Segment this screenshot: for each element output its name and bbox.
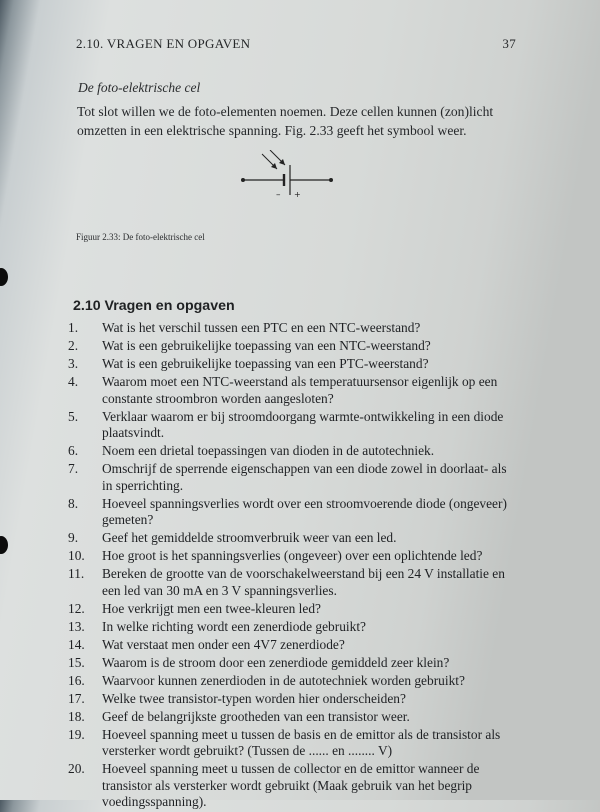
running-header	[76, 36, 516, 52]
question-item	[68, 409, 518, 442]
question-number: 4.	[68, 373, 79, 389]
photocell-symbol	[232, 150, 342, 200]
question-item	[68, 761, 518, 811]
question-text: Noem een drietal toepassingen van dioden in de autotechniek.	[102, 443, 435, 459]
question-item	[68, 530, 518, 547]
question-number: 20.	[68, 761, 85, 777]
questions-heading: 2.10 Vragen en opgaven	[73, 298, 235, 314]
question-text: Wat is een gebruikelijke toepassing van een PTC-weerstand?	[102, 355, 429, 371]
question-text: Bereken de grootte van de voorschakelweerstand bij een 24 V installatie en een led van 30 mA en 3 V spanningsverlies.	[102, 566, 505, 598]
question-item	[68, 496, 518, 529]
figure-caption: Figuur 2.33: De foto-elektrische cel	[76, 232, 205, 242]
question-text: Waarvoor kunnen zenerdioden in de autotechniek worden gebruikt?	[102, 672, 465, 688]
question-list	[68, 320, 518, 812]
subsection-title: De foto-elektrische cel	[78, 80, 201, 95]
question-item	[68, 338, 518, 355]
question-number: 9.	[68, 530, 79, 546]
question-number: 11.	[68, 566, 85, 582]
question-item	[68, 601, 518, 618]
question-number: 3.	[68, 355, 79, 371]
question-item	[68, 566, 518, 599]
question-item	[68, 356, 518, 373]
question-number: 2.	[68, 337, 79, 353]
question-text: Geef het gemiddelde stroomverbruik weer van een led.	[102, 530, 397, 546]
question-item	[68, 461, 518, 494]
question-text: Hoeveel spanning meet u tussen de collector en de emittor wanneer de transistor als versterker wordt gebruikt (Maak gebruik van het begrip voedingsspanning).	[102, 761, 480, 810]
question-item	[68, 443, 518, 460]
intro-paragraph: Tot slot willen we de foto-elementen noemen. Deze cellen kunnen (zon)licht omzetten in een elektrische spanning. Fig. 2.33 geeft het symbool weer.	[77, 104, 494, 138]
question-text: Welke twee transistor-typen worden hier onderscheiden?	[102, 690, 406, 706]
question-text: Hoe verkrijgt men een twee-kleuren led?	[102, 600, 321, 616]
question-text: Wat verstaat men onder een 4V7 zenerdiode?	[102, 636, 345, 652]
question-item	[68, 709, 518, 726]
question-number: 15.	[68, 654, 85, 670]
question-item	[68, 727, 518, 760]
question-number: 12.	[68, 600, 85, 616]
question-text: Omschrijf de sperrende eigenschappen van een diode zowel in doorlaat- als in sperrichting.	[102, 461, 507, 493]
question-text: Verklaar waarom er bij stroomdoorgang warmte-ontwikkeling in een diode plaatsvindt.	[102, 408, 504, 441]
question-number: 5.	[68, 408, 79, 424]
page-number: 37	[502, 36, 516, 51]
question-text: Geef de belangrijkste grootheden van een transistor weer.	[102, 708, 410, 724]
minus-label: –	[276, 190, 281, 200]
question-text: Wat is het verschil tussen een PTC en een NTC-weerstand?	[102, 320, 421, 335]
question-number: 6.	[68, 443, 79, 459]
question-number: 7.	[68, 461, 79, 477]
question-item	[68, 320, 518, 337]
question-item	[68, 374, 518, 407]
question-text: In welke richting wordt een zenerdiode gebruikt?	[102, 618, 366, 634]
question-number: 8.	[68, 495, 79, 511]
question-number: 10.	[68, 548, 85, 564]
question-number: 1.	[68, 320, 79, 335]
question-item	[68, 548, 518, 565]
binder-hole-bottom	[0, 536, 8, 554]
question-item	[68, 673, 518, 690]
question-item	[68, 619, 518, 636]
question-number: 14.	[68, 636, 85, 652]
question-text: Waarom moet een NTC-weerstand als temperatuursensor eigenlijk op een constante stroombron worden aangesloten?	[102, 373, 498, 406]
question-text: Hoeveel spanning meet u tussen de basis en de emittor als de transistor als versterker wordt gebruikt? (Tussen de ...... en ........ V)	[102, 726, 501, 759]
question-text: Hoe groot is het spanningsverlies (ongeveer) over een oplichtende led?	[102, 548, 483, 564]
question-number: 13.	[68, 618, 85, 634]
question-number: 16.	[68, 672, 85, 688]
right-terminal	[329, 178, 333, 182]
binder-hole-top	[0, 268, 8, 286]
plus-label: +	[294, 190, 301, 199]
header-section: 2.10. VRAGEN EN OPGAVEN	[76, 36, 251, 51]
question-number: 18.	[68, 708, 85, 724]
question-text: Wat is een gebruikelijke toepassing van een NTC-weerstand?	[102, 337, 431, 353]
question-number: 19.	[68, 726, 85, 742]
question-text: Hoeveel spanningsverlies wordt over een stroomvoerende diode (ongeveer) gemeten?	[102, 495, 507, 528]
question-text: Waarom is de stroom door een zenerdiode gemiddeld zeer klein?	[102, 654, 450, 670]
question-item	[68, 637, 518, 654]
question-item	[68, 691, 518, 708]
question-number: 17.	[68, 690, 85, 706]
question-item	[68, 655, 518, 672]
